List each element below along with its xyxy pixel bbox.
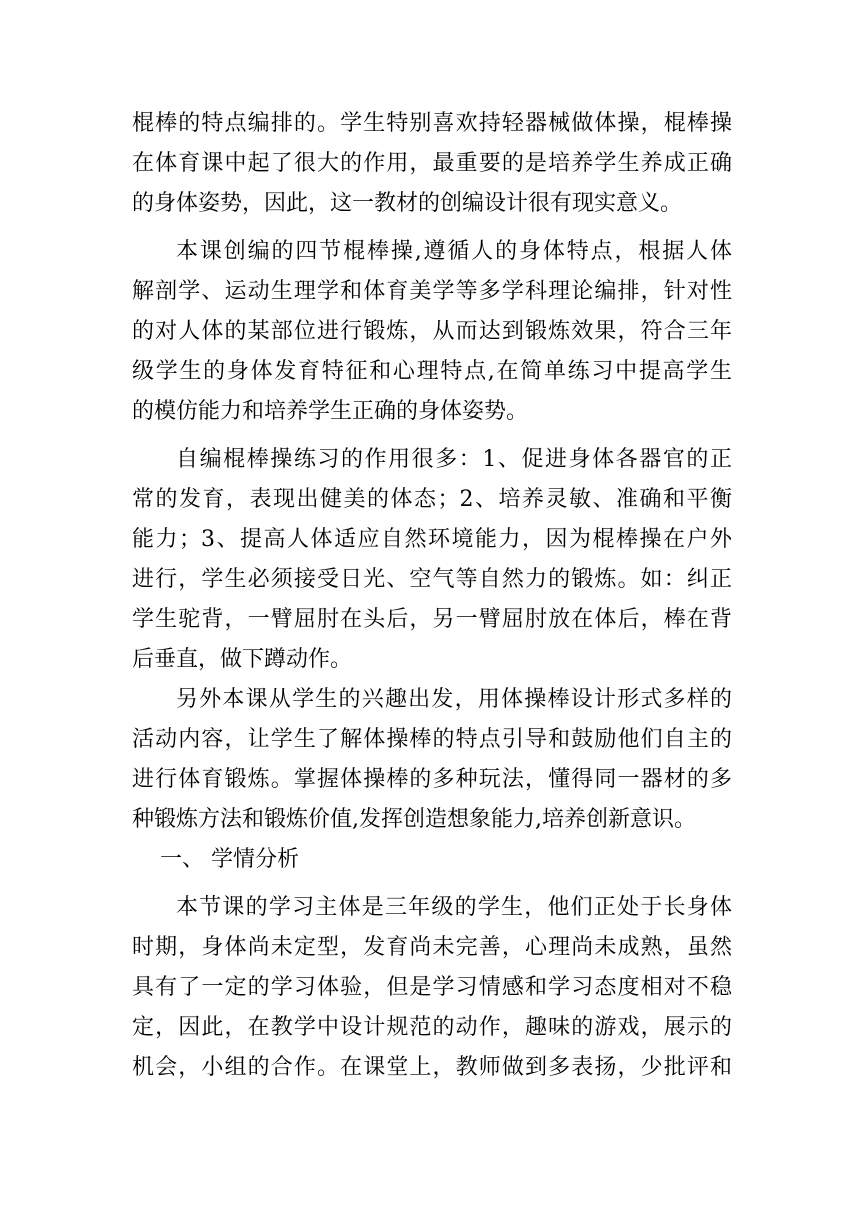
text-line: 后垂直，做下蹲动作。 [132,647,353,672]
text-line: 的身体姿势，因此，这一教材的创编设计很有现实意义。 [132,191,683,216]
paragraph-1 [132,104,732,224]
section-heading [132,840,732,880]
text-line: 自编棍棒操练习的作用很多：1、促进身体各器官的正 [176,447,732,472]
text-line: 活动内容，让学生了解体操棒的特点引导和鼓励他们自主的 [132,727,732,752]
text-line: 进行，学生必须接受日光、空气等自然力的锻炼。如：纠正 [132,567,732,592]
text-line: 的对人体的某部位进行锻炼，从而达到锻炼效果，符合三年 [132,319,732,344]
text-line: 另外本课从学生的兴趣出发，用体操棒设计形式多样的 [176,687,732,712]
text-line: 具有了一定的学习体验，但是学习情感和学习态度相对不稳 [132,975,732,1000]
text-line: 本课创编的四节棍棒操,遵循人的身体特点，根据人体 [176,239,732,264]
text-line: 级学生的身体发育特征和心理特点,在简单练习中提高学生 [132,359,732,384]
text-line: 学生驼背，一臂屈肘在头后，另一臂屈肘放在体后，棒在背 [132,607,732,632]
document-body [132,104,732,1088]
paragraph-5 [132,888,732,1088]
text-line: 的模仿能力和培养学生正确的身体姿势。 [132,399,529,424]
section-heading-text: 一、 学情分析 [160,847,299,872]
text-line: 定，因此，在教学中设计规范的动作，趣味的游戏，展示的 [132,1015,732,1040]
text-line: 解剖学、运动生理学和体育美学等多学科理论编排，针对性 [132,279,732,304]
text-line: 在体育课中起了很大的作用，最重要的是培养学生养成正确 [132,151,732,176]
text-line: 进行体育锻炼。掌握体操棒的多种玩法，懂得同一器材的多 [132,767,732,792]
text-line: 能力；3、提高人体适应自然环境能力，因为棍棒操在户外 [132,527,732,552]
paragraph-3 [132,440,732,680]
text-line: 时期，身体尚未定型，发育尚未完善，心理尚未成熟，虽然 [132,935,732,960]
paragraph-4 [132,680,732,840]
text-line: 棍棒的特点编排的。学生特别喜欢持轻器械做体操，棍棒操 [132,111,732,136]
paragraph-2 [132,232,732,432]
text-line: 种锻炼方法和锻炼价值,发挥创造想象能力,培养创新意识。 [132,807,696,832]
text-line: 常的发育，表现出健美的体态；2、培养灵敏、准确和平衡 [132,487,732,512]
text-line: 机会，小组的合作。在课堂上，教师做到多表扬，少批评和 [132,1055,732,1080]
text-line: 本节课的学习主体是三年级的学生，他们正处于长身体 [176,895,732,920]
